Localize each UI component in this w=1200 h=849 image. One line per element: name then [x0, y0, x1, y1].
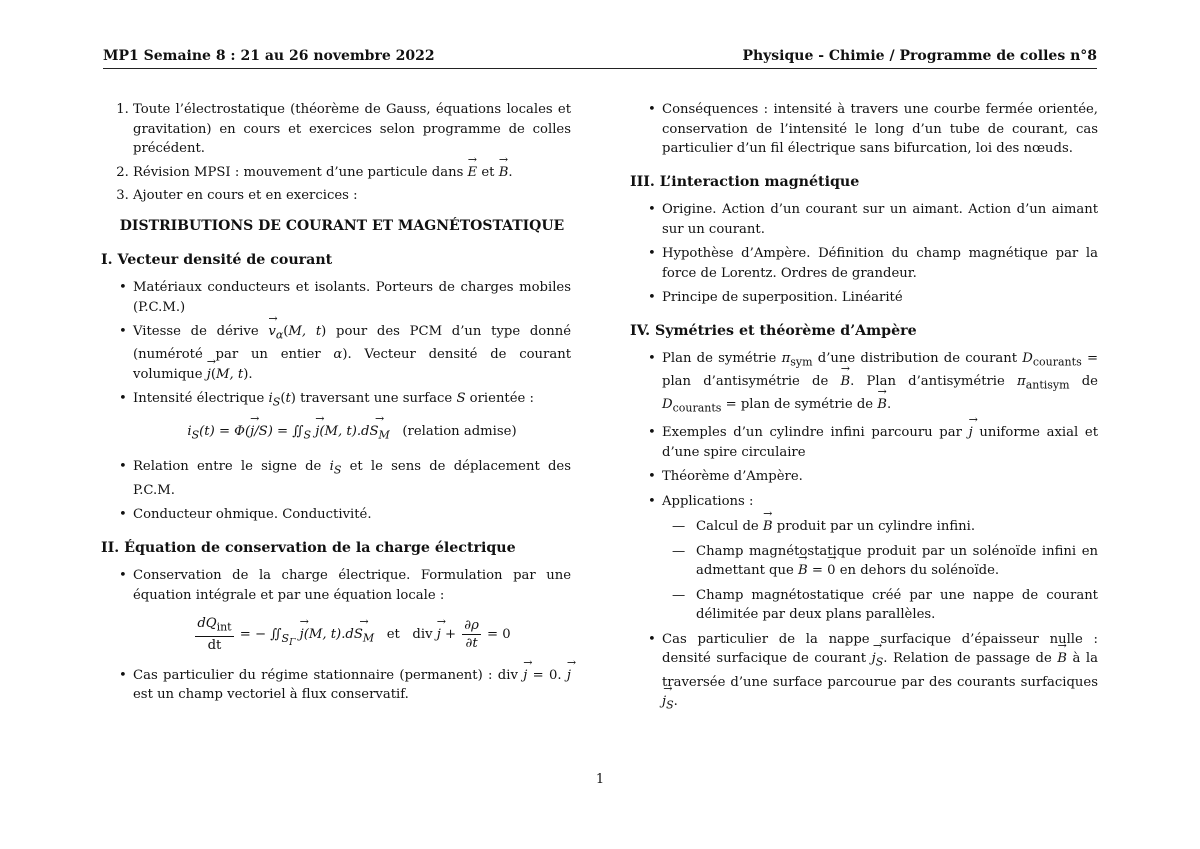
section-3-list	[642, 200, 1098, 308]
conservation-equation: $\frac{dQ_{int}}{dt}$ = − $∬_{S_\Gamma}$ j →(M, $t).dS_M$ → et div j → + $\frac{\partial\rho}{\partial t}$ = 0	[133, 615, 571, 654]
s3-item-3: • Principe de superposition. Linéarité	[662, 288, 1098, 308]
s1-item-3: • Intensité électrique $i_S(t)$ traversant une surface S orientée : $i_S(t) = \Phi(j \to/S)$ = $∬_S$ j →(M, $t).dS_M$ → (relation admise)	[133, 389, 571, 445]
header-right: Physique - Chimie / Programme de colles n°8	[742, 48, 1097, 64]
equation-note: (relation admise)	[402, 424, 517, 440]
s1-item-1: • Matériaux conducteurs et isolants. Porteurs de charges mobiles (P.C.M.)	[133, 278, 571, 317]
section-4-list	[642, 349, 1098, 715]
intro-list	[113, 100, 571, 206]
section-2-continued-list	[642, 100, 1098, 159]
section-1-list	[113, 278, 571, 525]
page-header	[103, 48, 1097, 69]
section-2-list	[113, 566, 571, 705]
main-title: DISTRIBUTIONS DE COURANT ET MAGNÉTOSTATIQUE	[119, 217, 565, 234]
s1-item-2: • Vitesse de dérive $v \to_\alpha(M$, t) pour des PCM d’un type donné (numéroté par un entier α). Vecteur densité de courant volumique j →(M, t).	[133, 322, 571, 384]
intensity-equation: $i_S(t) = \Phi(j \to/S)$ = $∬_S$ j →(M, $t).dS_M$ → (relation admise)	[133, 422, 571, 445]
s2-item-1: • Conservation de la charge électrique. Formulation par une équation intégrale et par une équation locale : $\frac{dQ_{int}}{dt}$ = − $∬_{S_\Gamma}$ j →(M, $t).dS_M$ → et div j → + $\frac{\partial\rho}{\partial t}$ = 0	[133, 566, 571, 654]
vector-E: E →	[468, 163, 478, 183]
s4-item-4: • Applications : — Calcul de B → produit par un cylindre infini. — Champ magnétostatique produit par un solénoïde infini en admettant que B → = 0 → en dehors du solénoïde. — Champ magnétostatique créé par une nappe de courant délimitée par deux plans parallèles.	[662, 492, 1098, 625]
s4-item-1: • Plan de symétrie $\pi_{sym}$ d’une distribution de courant $D_{courants}$ = plan d’antisymétrie de B →. Plan d’antisymétrie $\pi_{antisym}$ de $D_{courants}$ = plan de symétrie de B →.	[662, 349, 1098, 418]
intro-item-1: 1. Toute l’électrostatique (théorème de Gauss, équations locales et gravitation) en cours et exercices selon programme de colles précédent.	[133, 100, 571, 159]
equation-and: et	[386, 626, 400, 642]
application-2: — Champ magnétostatique produit par un solénoïde infini en admettant que B → = 0 → en dehors du solénoïde.	[696, 542, 1098, 581]
s4-item-5: • Cas particulier de la nappe surfacique d’épaisseur nulle : densité surfacique de courant $j_S$ →. Relation de passage de B → à la traversée d’une surface parcourue par des courants surfaciques $j_S$ →.	[662, 630, 1098, 715]
section-4-title: IV. Symétries et théorème d’Ampère	[630, 322, 917, 339]
s4-item-3: • Théorème d’Ampère.	[662, 467, 1098, 487]
s3-item-1: • Origine. Action d’un courant sur un aimant. Action d’un aimant sur un courant.	[662, 200, 1098, 239]
application-3: — Champ magnétostatique créé par une nappe de courant délimitée par deux plans parallèles.	[696, 586, 1098, 625]
intro-item-2: 2. Révision MPSI : mouvement d’une particule dans E → et B →.	[133, 163, 571, 183]
left-column	[101, 100, 572, 710]
s1-item-4: • Relation entre le signe de $i_S$ et le sens de déplacement des P.C.M.	[133, 457, 571, 500]
application-1: — Calcul de B → produit par un cylindre infini.	[696, 517, 1098, 537]
s4-item-2: • Exemples d’un cylindre infini parcouru par j → uniforme axial et d’une spire circulaire	[662, 423, 1098, 462]
s2-item-2: • Cas particulier du régime stationnaire (permanent) : div j → = 0. j → est un champ vectoriel à flux conservatif.	[133, 666, 571, 705]
s1-item-5: • Conducteur ohmique. Conductivité.	[133, 505, 571, 525]
section-2-title: II. Équation de conservation de la charge électrique	[101, 539, 516, 556]
section-3-title: III. L’interaction magnétique	[630, 173, 860, 190]
s2-item-3: • Conséquences : intensité à travers une courbe fermée orientée, conservation de l’intensité le long d’un tube de courant, cas particulier d’un fil électrique sans bifurcation, loi des nœuds.	[662, 100, 1098, 159]
header-left: MP1 Semaine 8 : 21 au 26 novembre 2022	[103, 48, 435, 64]
s3-item-2: • Hypothèse d’Ampère. Définition du champ magnétique par la force de Lorentz. Ordres de grandeur.	[662, 244, 1098, 283]
intro-item-3: 3. Ajouter en cours et en exercices :	[133, 186, 571, 206]
applications-list	[662, 517, 1098, 625]
page-number: 1	[595, 772, 605, 787]
section-1-title: I. Vecteur densité de courant	[101, 251, 333, 268]
right-column	[630, 100, 1099, 720]
vector-B: B →	[499, 163, 509, 183]
